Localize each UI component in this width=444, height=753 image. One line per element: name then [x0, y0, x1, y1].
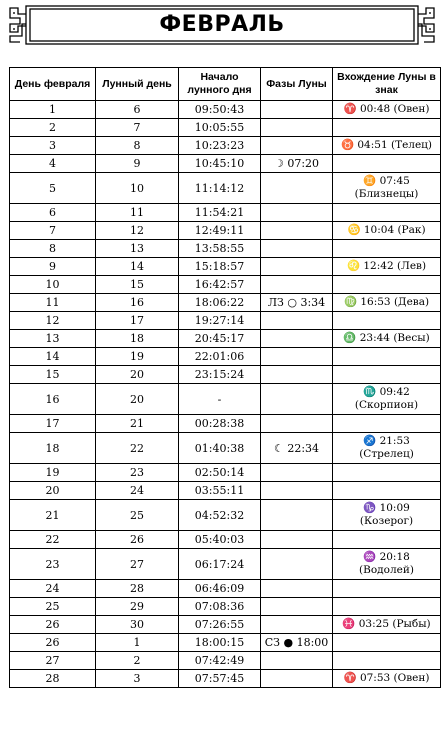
cell-lunar-day: 10	[96, 173, 179, 204]
table-row	[10, 384, 441, 415]
cell-sign-entry	[333, 415, 441, 433]
table-row	[10, 294, 441, 312]
cell-day: 26	[10, 616, 96, 634]
cell-moon-phase	[261, 119, 333, 137]
table-row	[10, 634, 441, 652]
cell-day: 26	[10, 634, 96, 652]
cell-start-time: 00:28:38	[179, 415, 261, 433]
cell-day: 27	[10, 652, 96, 670]
cell-sign-entry	[333, 276, 441, 294]
cell-start-time: 10:23:23	[179, 137, 261, 155]
table-row	[10, 482, 441, 500]
table-row	[10, 222, 441, 240]
table-row	[10, 204, 441, 222]
cell-moon-phase	[261, 384, 333, 415]
cell-lunar-day: 14	[96, 258, 179, 276]
cell-start-time: 20:45:17	[179, 330, 261, 348]
table-header-row	[10, 68, 441, 101]
col-header-start: Начало лунного дня	[179, 68, 261, 101]
cell-moon-phase	[261, 652, 333, 670]
cell-start-time: 15:18:57	[179, 258, 261, 276]
cell-lunar-day: 3	[96, 670, 179, 688]
cell-start-time: 04:52:32	[179, 500, 261, 531]
table-row	[10, 652, 441, 670]
cell-moon-phase	[261, 500, 333, 531]
cell-start-time: 05:40:03	[179, 531, 261, 549]
table-row	[10, 119, 441, 137]
cell-moon-phase	[261, 258, 333, 276]
title-banner	[6, 4, 438, 46]
table-row	[10, 155, 441, 173]
cell-start-time: 12:49:11	[179, 222, 261, 240]
table-row	[10, 549, 441, 580]
cell-sign-entry: ♌ 12:42 (Лев)	[333, 258, 441, 276]
cell-sign-entry	[333, 580, 441, 598]
cell-start-time: 16:42:57	[179, 276, 261, 294]
table-row	[10, 433, 441, 464]
cell-moon-phase	[261, 415, 333, 433]
cell-day: 10	[10, 276, 96, 294]
cell-day: 7	[10, 222, 96, 240]
cell-lunar-day: 24	[96, 482, 179, 500]
cell-lunar-day: 19	[96, 348, 179, 366]
table-row	[10, 258, 441, 276]
cell-sign-entry	[333, 204, 441, 222]
cell-start-time: 09:50:43	[179, 101, 261, 119]
cell-sign-entry	[333, 312, 441, 330]
cell-sign-entry	[333, 598, 441, 616]
cell-start-time: 11:54:21	[179, 204, 261, 222]
cell-lunar-day: 18	[96, 330, 179, 348]
cell-moon-phase: ☽ 07:20	[261, 155, 333, 173]
table-row	[10, 348, 441, 366]
cell-lunar-day: 9	[96, 155, 179, 173]
cell-start-time: 10:45:10	[179, 155, 261, 173]
cell-lunar-day: 25	[96, 500, 179, 531]
cell-moon-phase	[261, 101, 333, 119]
cell-start-time: 07:57:45	[179, 670, 261, 688]
cell-day: 3	[10, 137, 96, 155]
table-row	[10, 500, 441, 531]
cell-moon-phase	[261, 173, 333, 204]
cell-moon-phase	[261, 222, 333, 240]
cell-moon-phase	[261, 204, 333, 222]
table-row	[10, 464, 441, 482]
cell-day: 2	[10, 119, 96, 137]
cell-moon-phase	[261, 598, 333, 616]
cell-lunar-day: 23	[96, 464, 179, 482]
cell-day: 25	[10, 598, 96, 616]
cell-day: 28	[10, 670, 96, 688]
cell-lunar-day: 28	[96, 580, 179, 598]
table-row	[10, 670, 441, 688]
cell-day: 20	[10, 482, 96, 500]
cell-lunar-day: 8	[96, 137, 179, 155]
cell-sign-entry	[333, 348, 441, 366]
cell-sign-entry: ♍ 16:53 (Дева)	[333, 294, 441, 312]
cell-start-time: -	[179, 384, 261, 415]
cell-lunar-day: 12	[96, 222, 179, 240]
cell-moon-phase	[261, 137, 333, 155]
cell-day: 24	[10, 580, 96, 598]
cell-day: 21	[10, 500, 96, 531]
cell-sign-entry	[333, 634, 441, 652]
cell-day: 11	[10, 294, 96, 312]
cell-moon-phase	[261, 348, 333, 366]
cell-lunar-day: 16	[96, 294, 179, 312]
cell-day: 22	[10, 531, 96, 549]
cell-lunar-day: 29	[96, 598, 179, 616]
cell-day: 13	[10, 330, 96, 348]
cell-start-time: 10:05:55	[179, 119, 261, 137]
cell-moon-phase	[261, 531, 333, 549]
cell-sign-entry: ♑ 10:09 (Козерог)	[333, 500, 441, 531]
cell-start-time: 01:40:38	[179, 433, 261, 464]
cell-day: 16	[10, 384, 96, 415]
cell-sign-entry: ♈ 00:48 (Овен)	[333, 101, 441, 119]
table-row	[10, 616, 441, 634]
cell-sign-entry: ♎ 23:44 (Весы)	[333, 330, 441, 348]
col-header-sign: Вхождение Луны в знак	[333, 68, 441, 101]
cell-moon-phase	[261, 464, 333, 482]
cell-sign-entry	[333, 482, 441, 500]
table-row	[10, 101, 441, 119]
cell-moon-phase	[261, 670, 333, 688]
table-row	[10, 580, 441, 598]
cell-sign-entry: ♓ 03:25 (Рыбы)	[333, 616, 441, 634]
cell-start-time: 02:50:14	[179, 464, 261, 482]
cell-lunar-day: 13	[96, 240, 179, 258]
cell-start-time: 11:14:12	[179, 173, 261, 204]
cell-sign-entry: ♉ 04:51 (Телец)	[333, 137, 441, 155]
cell-start-time: 07:08:36	[179, 598, 261, 616]
cell-start-time: 07:42:49	[179, 652, 261, 670]
cell-sign-entry	[333, 240, 441, 258]
cell-sign-entry	[333, 119, 441, 137]
cell-sign-entry	[333, 155, 441, 173]
table-row	[10, 173, 441, 204]
cell-moon-phase	[261, 549, 333, 580]
col-header-phase: Фазы Луны	[261, 68, 333, 101]
cell-moon-phase: СЗ ● 18:00	[261, 634, 333, 652]
cell-day: 9	[10, 258, 96, 276]
cell-start-time: 18:06:22	[179, 294, 261, 312]
cell-sign-entry	[333, 652, 441, 670]
col-header-lunar-day: Лунный день	[96, 68, 179, 101]
cell-moon-phase	[261, 366, 333, 384]
cell-start-time: 19:27:14	[179, 312, 261, 330]
cell-lunar-day: 20	[96, 366, 179, 384]
table-row	[10, 366, 441, 384]
cell-sign-entry	[333, 464, 441, 482]
cell-day: 14	[10, 348, 96, 366]
cell-sign-entry	[333, 531, 441, 549]
table-row	[10, 137, 441, 155]
cell-lunar-day: 7	[96, 119, 179, 137]
cell-day: 23	[10, 549, 96, 580]
cell-lunar-day: 17	[96, 312, 179, 330]
table-row	[10, 330, 441, 348]
cell-start-time: 06:46:09	[179, 580, 261, 598]
cell-start-time: 07:26:55	[179, 616, 261, 634]
cell-lunar-day: 30	[96, 616, 179, 634]
table-row	[10, 531, 441, 549]
table-row	[10, 312, 441, 330]
cell-lunar-day: 21	[96, 415, 179, 433]
cell-start-time: 18:00:15	[179, 634, 261, 652]
cell-lunar-day: 1	[96, 634, 179, 652]
cell-lunar-day: 11	[96, 204, 179, 222]
cell-start-time: 03:55:11	[179, 482, 261, 500]
cell-sign-entry: ♋ 10:04 (Рак)	[333, 222, 441, 240]
cell-day: 8	[10, 240, 96, 258]
cell-day: 19	[10, 464, 96, 482]
cell-lunar-day: 15	[96, 276, 179, 294]
cell-day: 17	[10, 415, 96, 433]
cell-day: 6	[10, 204, 96, 222]
col-header-day: День февраля	[10, 68, 96, 101]
cell-day: 5	[10, 173, 96, 204]
cell-day: 18	[10, 433, 96, 464]
cell-moon-phase: ЛЗ ○ 3:34	[261, 294, 333, 312]
table-row	[10, 415, 441, 433]
cell-lunar-day: 27	[96, 549, 179, 580]
cell-lunar-day: 26	[96, 531, 179, 549]
table-row	[10, 240, 441, 258]
cell-moon-phase	[261, 330, 333, 348]
cell-lunar-day: 20	[96, 384, 179, 415]
cell-day: 1	[10, 101, 96, 119]
cell-moon-phase	[261, 312, 333, 330]
cell-moon-phase: ☾ 22:34	[261, 433, 333, 464]
cell-sign-entry: ♊ 07:45 (Близнецы)	[333, 173, 441, 204]
cell-sign-entry: ♏ 09:42 (Скорпион)	[333, 384, 441, 415]
cell-lunar-day: 2	[96, 652, 179, 670]
cell-sign-entry: ♒ 20:18 (Водолей)	[333, 549, 441, 580]
cell-day: 4	[10, 155, 96, 173]
table-row	[10, 598, 441, 616]
cell-moon-phase	[261, 240, 333, 258]
cell-lunar-day: 22	[96, 433, 179, 464]
cell-sign-entry: ♈ 07:53 (Овен)	[333, 670, 441, 688]
cell-start-time: 23:15:24	[179, 366, 261, 384]
cell-sign-entry	[333, 366, 441, 384]
cell-day: 12	[10, 312, 96, 330]
cell-moon-phase	[261, 482, 333, 500]
cell-start-time: 06:17:24	[179, 549, 261, 580]
cell-start-time: 13:58:55	[179, 240, 261, 258]
table-row	[10, 276, 441, 294]
cell-lunar-day: 6	[96, 101, 179, 119]
cell-moon-phase	[261, 580, 333, 598]
cell-day: 15	[10, 366, 96, 384]
lunar-calendar-table	[9, 67, 441, 688]
page-title: ФЕВРАЛЬ	[159, 12, 285, 37]
cell-moon-phase	[261, 276, 333, 294]
cell-start-time: 22:01:06	[179, 348, 261, 366]
cell-moon-phase	[261, 616, 333, 634]
cell-sign-entry: ♐ 21:53 (Стрелец)	[333, 433, 441, 464]
